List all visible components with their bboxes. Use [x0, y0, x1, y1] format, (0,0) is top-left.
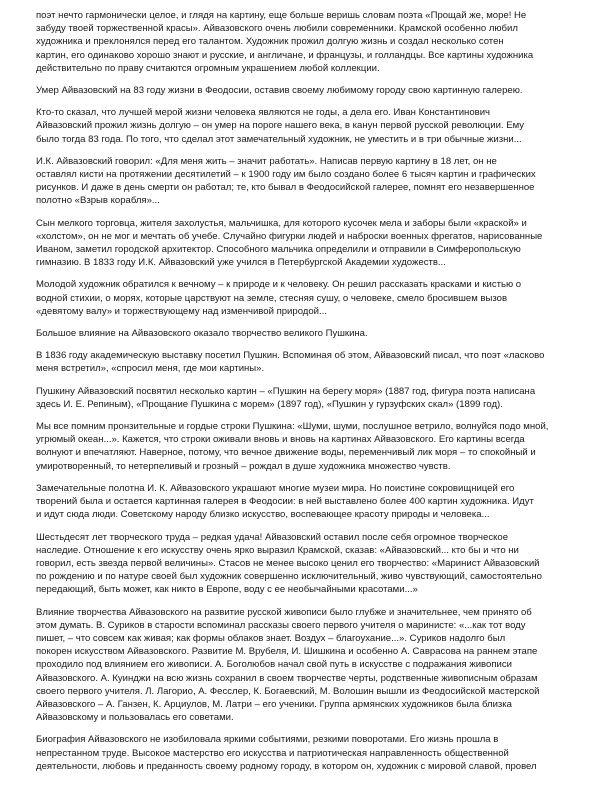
- text-line: наследие. Отношение к его искусству очень ярко выразил Крамской, сказав: «Айвазовский... кто бы и что ни: [36, 544, 519, 556]
- text-line: Айвазовскому и пользовалась его советами.: [36, 712, 234, 724]
- text-line: Молодой художник обратился к вечному – к природе и к человеку. Он решил рассказать красками и кистью о: [36, 279, 522, 291]
- text-line: водной стихии, о морях, которые царствуют на земле, стесняя сушу, о человеке, смело бросившем вызов: [36, 292, 508, 304]
- text-line: передающий, быть может, как никто в Европе, воду с ее необычайными красотами...»: [36, 584, 418, 596]
- paragraph: [36, 327, 566, 340]
- text-line: художника и преклонялся перед его талантом. Художник прожил долгую жизнь и создал несколько сотен: [36, 36, 504, 48]
- text-line: деятельности, любовь и преданность своему родному городу, в котором он, художник с мировой славой, провел: [36, 760, 537, 772]
- text-line: рисунков. И даже в день смерти он работал; те, кто бывал в Феодосийской галерее, помнят его незавершенное: [36, 182, 535, 194]
- text-line: по рождению и по натуре своей был художник совершенно исключительный, живо чувствующий, самостоятельно: [36, 571, 542, 583]
- text-line: Умер Айвазовский на 83 году жизни в Феодосии, оставив своему любимому городу свою картинную галерею.: [36, 85, 523, 97]
- paragraph: [36, 385, 566, 411]
- text-line: здесь И. Е. Репиным), «Прощание Пушкина с морем» (1897 год), «Пушкин у гурзуфских скал» (1899 год).: [36, 398, 503, 410]
- text-line: полотно «Взрыв корабля»...: [36, 195, 160, 207]
- text-line: угрюмый океан...». Кажется, что строки оживали вновь и вновь на картинах Айвазовского. Его картины всегда: [36, 434, 525, 446]
- paragraph: [36, 278, 566, 318]
- text-line: меня встретил», «спросил меня, где мои картины».: [36, 363, 265, 375]
- text-line: поэт нечто гармонически целое, и глядя на картину, еще больше веришь словам поэта «Прощай же, море! Не: [36, 10, 527, 21]
- text-line: «девятому валу» и торжествующему над изменчивой природой...: [36, 305, 327, 317]
- paragraph: [36, 106, 566, 146]
- text-line: Биография Айвазовского не изобиловала яркими событиями, резкими поворотами. Его жизнь прошла в: [36, 734, 499, 746]
- paragraph: [36, 482, 566, 522]
- paragraph: [36, 606, 566, 725]
- text-line: и идут сюда люди. Советскому народу близко искусство, воспевающее красоту природы и человека...: [36, 509, 490, 521]
- text-line: картин, его одинаково хорошо знают и русские, и англичане, и французы, и голландцы. Все картины художника: [36, 49, 534, 61]
- text-line: умиротворенный, то нетерпеливый и грозный – рождал в душе художника множество чувств.: [36, 460, 451, 472]
- text-line: В 1836 году академическую выставку посетил Пушкин. Вспоминая об этом, Айвазовский писал, что поэт «ласково: [36, 350, 545, 362]
- paragraph: [36, 84, 566, 97]
- text-line: Большое влияние на Айвазовского оказало творчество великого Пушкина.: [36, 328, 368, 340]
- text-line: Влияние творчества Айвазовского на развитие русской живописи было глубже и значительнее, чем принято об: [36, 606, 532, 618]
- text-line: Айвазовского – А. Ганзен, К. Арциулов, М. Латри – его ученики. Группа армянских художников была близка: [36, 698, 512, 710]
- text-line: непрестанном труде. Высокое мастерство его искусства и патриотическая направленность общественной: [36, 747, 509, 759]
- text-line: Мы все помним пронзительные и гордые строки Пушкина: «Шуми, шуми, послушное ветрило, волнуйся подо мной,: [36, 421, 549, 433]
- paragraph: [36, 9, 566, 75]
- document-page: [36, 9, 566, 782]
- text-line: говорил, есть звезда первой величины». Стасов не менее высоко ценил его творчество: «Маринист Айвазовский: [36, 557, 540, 569]
- text-line: проходило под влиянием его живописи. А. Боголюбов начал свой путь в искусстве с подражания живописи: [36, 659, 512, 671]
- text-line: своего первого учителя. Л. Лагорио, А. Фесслер, К. Богаевский, М. Волошин вышли из Феодосийской мастерской: [36, 685, 540, 697]
- text-line: оставлял кисти на протяжении десятилетий – к 1900 году им было создано более 6 тысяч картин и графических: [36, 169, 536, 181]
- text-line: «холстом», он не мог и мечтать об учебе. Случайно фигурки людей и наброски военных фрегатов, нарисованные: [36, 230, 543, 242]
- paragraph: [36, 733, 566, 773]
- text-line: действительно по праву считаются огромным украшением любой коллекции.: [36, 62, 380, 74]
- text-line: было тогда 83 года. По того, что сделал этот замечательный художник, не уместить и в три обычные жизни...: [36, 133, 522, 145]
- text-line: забуду твоей торжественной красы». Айвазовского очень любили современники. Крамской особенно любил: [36, 23, 518, 35]
- paragraph: [36, 155, 566, 208]
- text-line: Шестьдесят лет творческого труда – редкая удача! Айвазовский оставил после себя огромное творческое: [36, 531, 509, 543]
- paragraph: [36, 531, 566, 597]
- text-line: пишет, – что совсем как живая; как формы облаков знает. Воздух – благоухание...». Суриков надолго был: [36, 632, 506, 644]
- text-line: И.К. Айвазовский говорил: «Для меня жить – значит работать». Написав первую картину в 18 лет, он не: [36, 155, 497, 167]
- text-line: Пушкину Айвазовский посвятил несколько картин – «Пушкин на берегу моря» (1887 год, фигура поэта написана: [36, 385, 536, 397]
- text-line: покорен искусством Айвазовского. Развитие М. Врубеля, И. Шишкина и особенно А. Саврасова на раннем этапе: [36, 646, 538, 658]
- text-line: Кто-то сказал, что лучшей мерой жизни человека являются не годы, а дела его. Иван Константинович: [36, 107, 491, 119]
- text-line: Сын мелкого торговца, жителя захолустья, мальчишка, для которого кусочек мела и заборы были «краской» и: [36, 217, 527, 229]
- text-line: этом думать. В. Суриков в старости вспоминал рассказы своего первого учителя о маринисте: «...как тот воду: [36, 619, 526, 631]
- text-line: гимназию. В 1833 году И.К. Айвазовский уже учился в Петербургской Академии художеств...: [36, 257, 446, 269]
- paragraph: [36, 217, 566, 270]
- text-line: Айвазовский прожил жизнь долгую – он умер на пороге нашего века, в канун первой русской революции. Ему: [36, 120, 525, 132]
- text-line: Иваном, заметил городской архитектор. Способного мальчика определили и отправили в Симферопольскую: [36, 244, 521, 256]
- text-line: творений была и остается картинная галерея в Феодосии: в ней выставлено более 400 картин художника. Идут: [36, 496, 534, 508]
- paragraph: [36, 420, 566, 473]
- text-line: волнуют и впечатляют. Наверное, потому, что вечное движение воды, переменчивый лик моря – то спокойный и: [36, 447, 536, 459]
- text-line: Айвазовского. А. Куинджи на всю жизнь сохранил в своем творчестве черты, родственные живописным образам: [36, 672, 538, 684]
- paragraph: [36, 349, 566, 375]
- text-line: Замечательные полотна И. К. Айвазовского украшают многие музеи мира. Но поистине сокровищницей его: [36, 482, 515, 494]
